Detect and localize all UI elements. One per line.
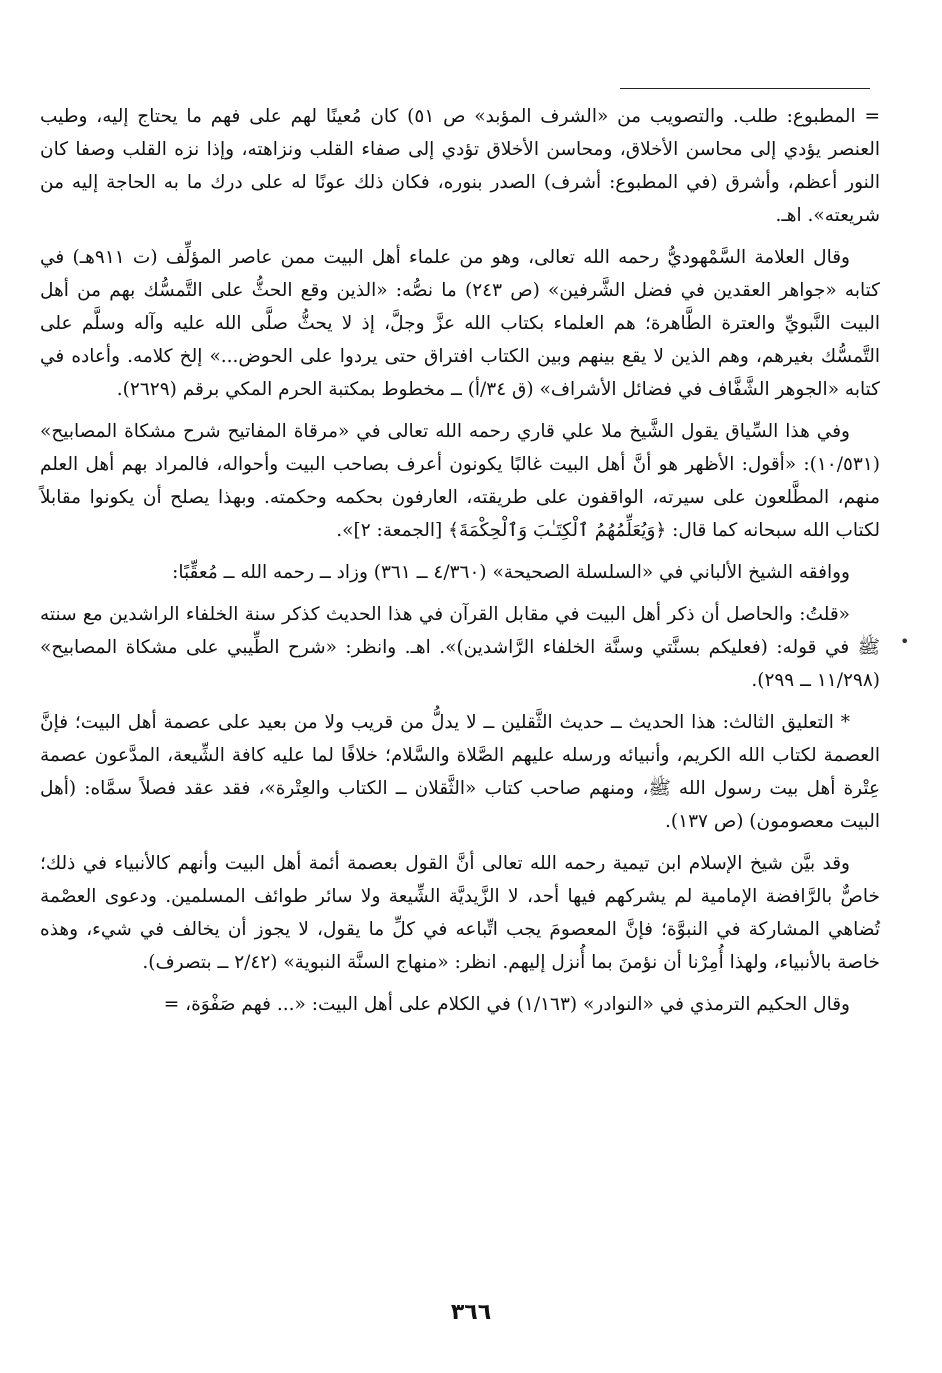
- paragraph-continuation: = المطبوع: طلب. والتصويب من «الشرف المؤبد» ص ٥١) كان مُعينًا لهم على فهم ما يحتاج إليه، وطيب العنصر يؤدي إلى محاسن الأخلاق، ومحاسن الأخلاق تؤدي إلى صفاء القلب ونزاهته، وإذا نزه القلب وصفا كان النور أعظم، وأشرق (في المطبوع: أشرف) الصدر بنوره، فكان ذلك عونًا له على درك ما به الحاجة إليه من شريعته». اهـ.: [40, 106, 880, 226]
- page-body: [40, 100, 880, 1030]
- paragraph-albani: ووافقه الشيخ الألباني في «السلسلة الصحيحة» (٤/٣٦٠ ــ ٣٦١) وزاد ــ رحمه الله ــ مُعقِّبًا:: [172, 562, 850, 583]
- paragraph-ibn-taymiyya: وقد بيَّن شيخ الإسلام ابن تيمية رحمه الله تعالى أنَّ القول بعصمة أئمة أهل البيت وأنهم كالأنبياء في ذلك؛ خاصٌّ بالرَّافضة الإمامية لم يشركهم فيها أحد، لا الزَّيديَّة الشِّيعة ولا سائر طوائف المسلمين. ودعوى العصْمة تُضاهي المشاركة في النبوَّة؛ فإنَّ المعصومَ يجب اتِّباعه في كلِّ ما يقول، لا يجوز أن يخالف في شيء، وهذه خاصة بالأنبياء، ولهذا أُمِرْنا أن نؤمنَ بما أُنزل إليهم. انظر: «منهاج السنَّة النبوية» (٢/٤٢ ــ بتصرف).: [40, 853, 880, 973]
- paragraph-third-commentary: * التعليق الثالث: هذا الحديث ــ حديث الثَّقلين ــ لا يدلُّ من قريب ولا من بعيد على عصمة أهل البيت؛ فإنَّ العصمة لكتاب الله الكريم، وأنبيائه ورسله عليهم الصَّلاة والسَّلام؛ خلافًا لما عليه كافة الشِّيعة، المدَّعون عصمة عِتْرة أهل بيت رسول الله ﷺ، ومنهم صاحب كتاب «الثَّقلان ــ الكتاب والعِتْرة»، فقد عقد فصلاً سمَّاه: (أهل البيت معصومون) (ص ١٣٧).: [40, 712, 880, 832]
- paragraph-tirmidhi: وقال الحكيم الترمذي في «النوادر» (١/١٦٣) في الكلام على أهل البيت: «... فهم صَفْوَة، =: [163, 994, 850, 1015]
- paragraph-albani-quote: «قلتُ: والحاصل أن ذكر أهل البيت في مقابل القرآن في هذا الحديث كذكر سنة الخلفاء الراشدين مع سنته ﷺ في قوله: (فعليكم بسنَّتي وسنَّة الخلفاء الرَّاشدين)». اهـ. وانظر: «شرح الطِّيبي على مشكاة المصابيح» (١١/٢٩٨ ــ ٢٩٩).: [40, 604, 880, 691]
- page-number: ٣٦٦: [450, 1300, 492, 1325]
- margin-dot-mark: •: [900, 632, 910, 651]
- footnote-separator-rule: [620, 88, 870, 89]
- paragraph-mulla-ali-qari: وفي هذا السِّياق يقول الشَّيخ ملا علي قاري رحمه الله تعالى في «مرقاة المفاتيح شرح مشكاة المصابيح» (١٠/٥٣١): «أقول: الأظهر هو أنَّ أهل البيت غالبًا يكونون أعرف بصاحب البيت وأحواله، فالمراد بهم أهل العلم منهم، المطَّلعون على سيرته، الواقفون على طريقته، العارفون بحكمه وحكمته. وبهذا يصلح أن يكونوا مقابلاً لكتاب الله سبحانه كما قال: ﴿وَيُعَلِّمُهُمُ ٱلْكِتَـٰبَ وَٱلْحِكْمَةَ﴾ [الجمعة: ٢]».: [40, 421, 880, 541]
- paragraph-samhudi: وقال العلامة السَّمْهوديُّ رحمه الله تعالى، وهو من علماء أهل البيت ممن عاصر المؤلِّف (ت ٩١١هـ) في كتابه «جواهر العقدين في فضل الشَّرفين» (ص ٢٤٣) ما نصُّه: «الذين وقع الحثُّ على التَّمسُّك بهم من أهل البيت النَّبويِّ والعترة الطَّاهرة؛ هم العلماء بكتاب الله عزَّ وجلَّ، إذ لا يحثُّ صلَّى الله عليه وآله وسلَّم على التَّمسُّك بغيرهم، وهم الذين لا يقع بينهم وبين الكتاب افتراق حتى يردوا على الحوض...» إلخ كلامه. وأعاده في كتابه «الجوهر الشَّفَّاف في فضائل الأشراف» (ق ٣٤/أ) ــ مخطوط بمكتبة الحرم المكي برقم (٢٦٢٩).: [40, 247, 880, 400]
